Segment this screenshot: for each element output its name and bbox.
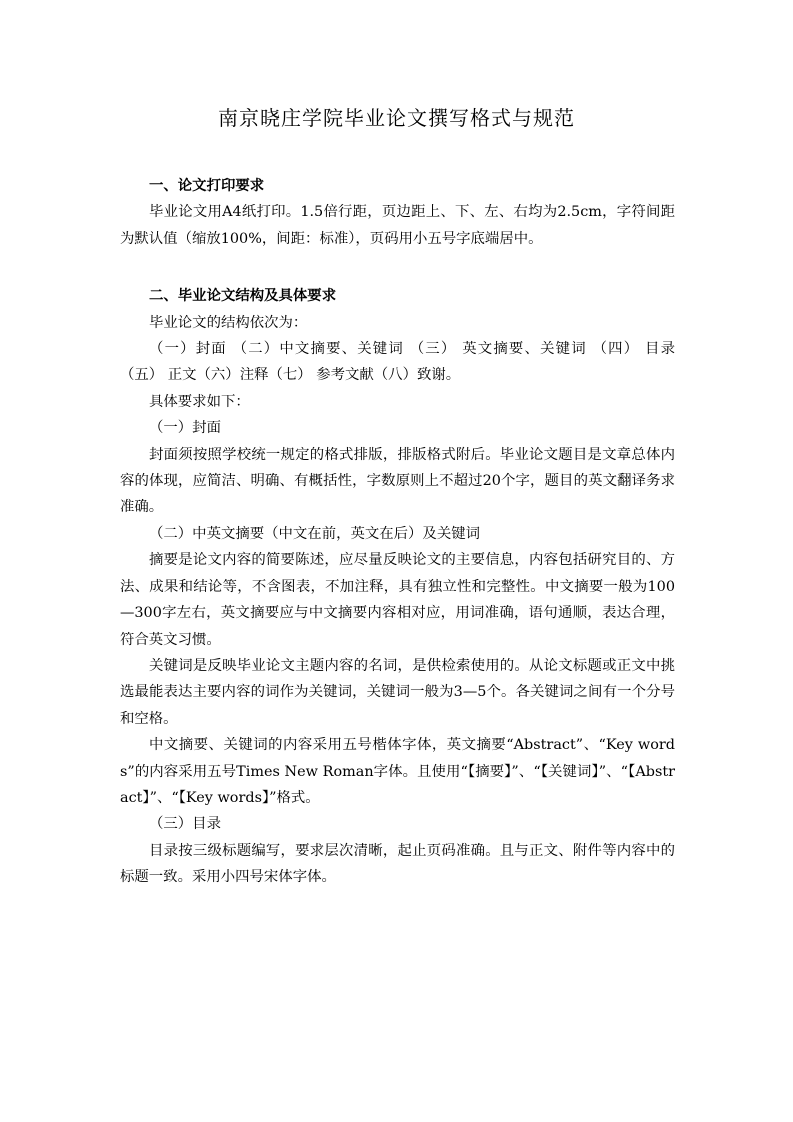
- section-spacer: [120, 252, 675, 283]
- structure-intro: 毕业论文的结构依次为：: [149, 314, 308, 331]
- section-heading-structure: 二、毕业论文结构及具体要求: [149, 288, 337, 305]
- subheading-cover: （一）封面: [149, 420, 221, 437]
- section-heading-printing: 一、论文打印要求: [149, 178, 265, 194]
- structure-list-paragraph: （一）封面 （二）中文摘要、关键词 （三） 英文摘要、关键词 （四） 目录 （五） 正文（六）注释（七） 参考文献（八）致谢。: [120, 341, 675, 384]
- document-body: [120, 173, 675, 891]
- printing-requirements-paragraph: 毕业论文用A4纸打印。1.5倍行距，页边距上、下、左、右均为2.5cm，字符间距为默认值（缩放100%，间距：标准），页码用小五号字底端居中。: [120, 204, 675, 247]
- document-title: 南京晓庄学院毕业论文撰写格式与规范: [218, 106, 575, 130]
- cover-paragraph: 封面须按照学校统一规定的格式排版，排版格式附后。毕业论文题目是文章总体内容的体现，应简洁、明确、有概括性，字数原则上不超过20个字，题目的英文翻译务求准确。: [120, 446, 675, 516]
- subheading-toc: （三）目录: [149, 816, 221, 833]
- abstract-format-paragraph: 中文摘要、关键词的内容采用五号楷体字体，英文摘要“Abstract”、“Key words”的内容采用五号Times New Roman字体。且使用“【摘要】”、“【关键词】”、“【Abstract】”、“【Key words】”格式。: [120, 737, 675, 806]
- detail-intro: 具体要求如下：: [149, 393, 250, 410]
- keywords-paragraph: 关键词是反映毕业论文主题内容的名词，是供检索使用的。从论文标题或正文中挑选最能表达主要内容的词作为关键词，关键词一般为3—5个。各关键词之间有一个分号和空格。: [120, 657, 675, 727]
- abstract-paragraph: 摘要是论文内容的简要陈述，应尽量反映论文的主要信息，内容包括研究目的、方法、成果和结论等，不含图表，不加注释，具有独立性和完整性。中文摘要一般为100—300字左右，英文摘要应与中文摘要内容相对应，用词准确，语句通顺，表达合理，符合英文习惯。: [120, 552, 675, 648]
- subheading-abstract: （二）中英文摘要（中文在前，英文在后）及关键词: [149, 525, 480, 542]
- toc-paragraph: 目录按三级标题编写，要求层次清晰，起止页码准确。且与正文、附件等内容中的标题一致。采用小四号宋体字体。: [120, 842, 675, 886]
